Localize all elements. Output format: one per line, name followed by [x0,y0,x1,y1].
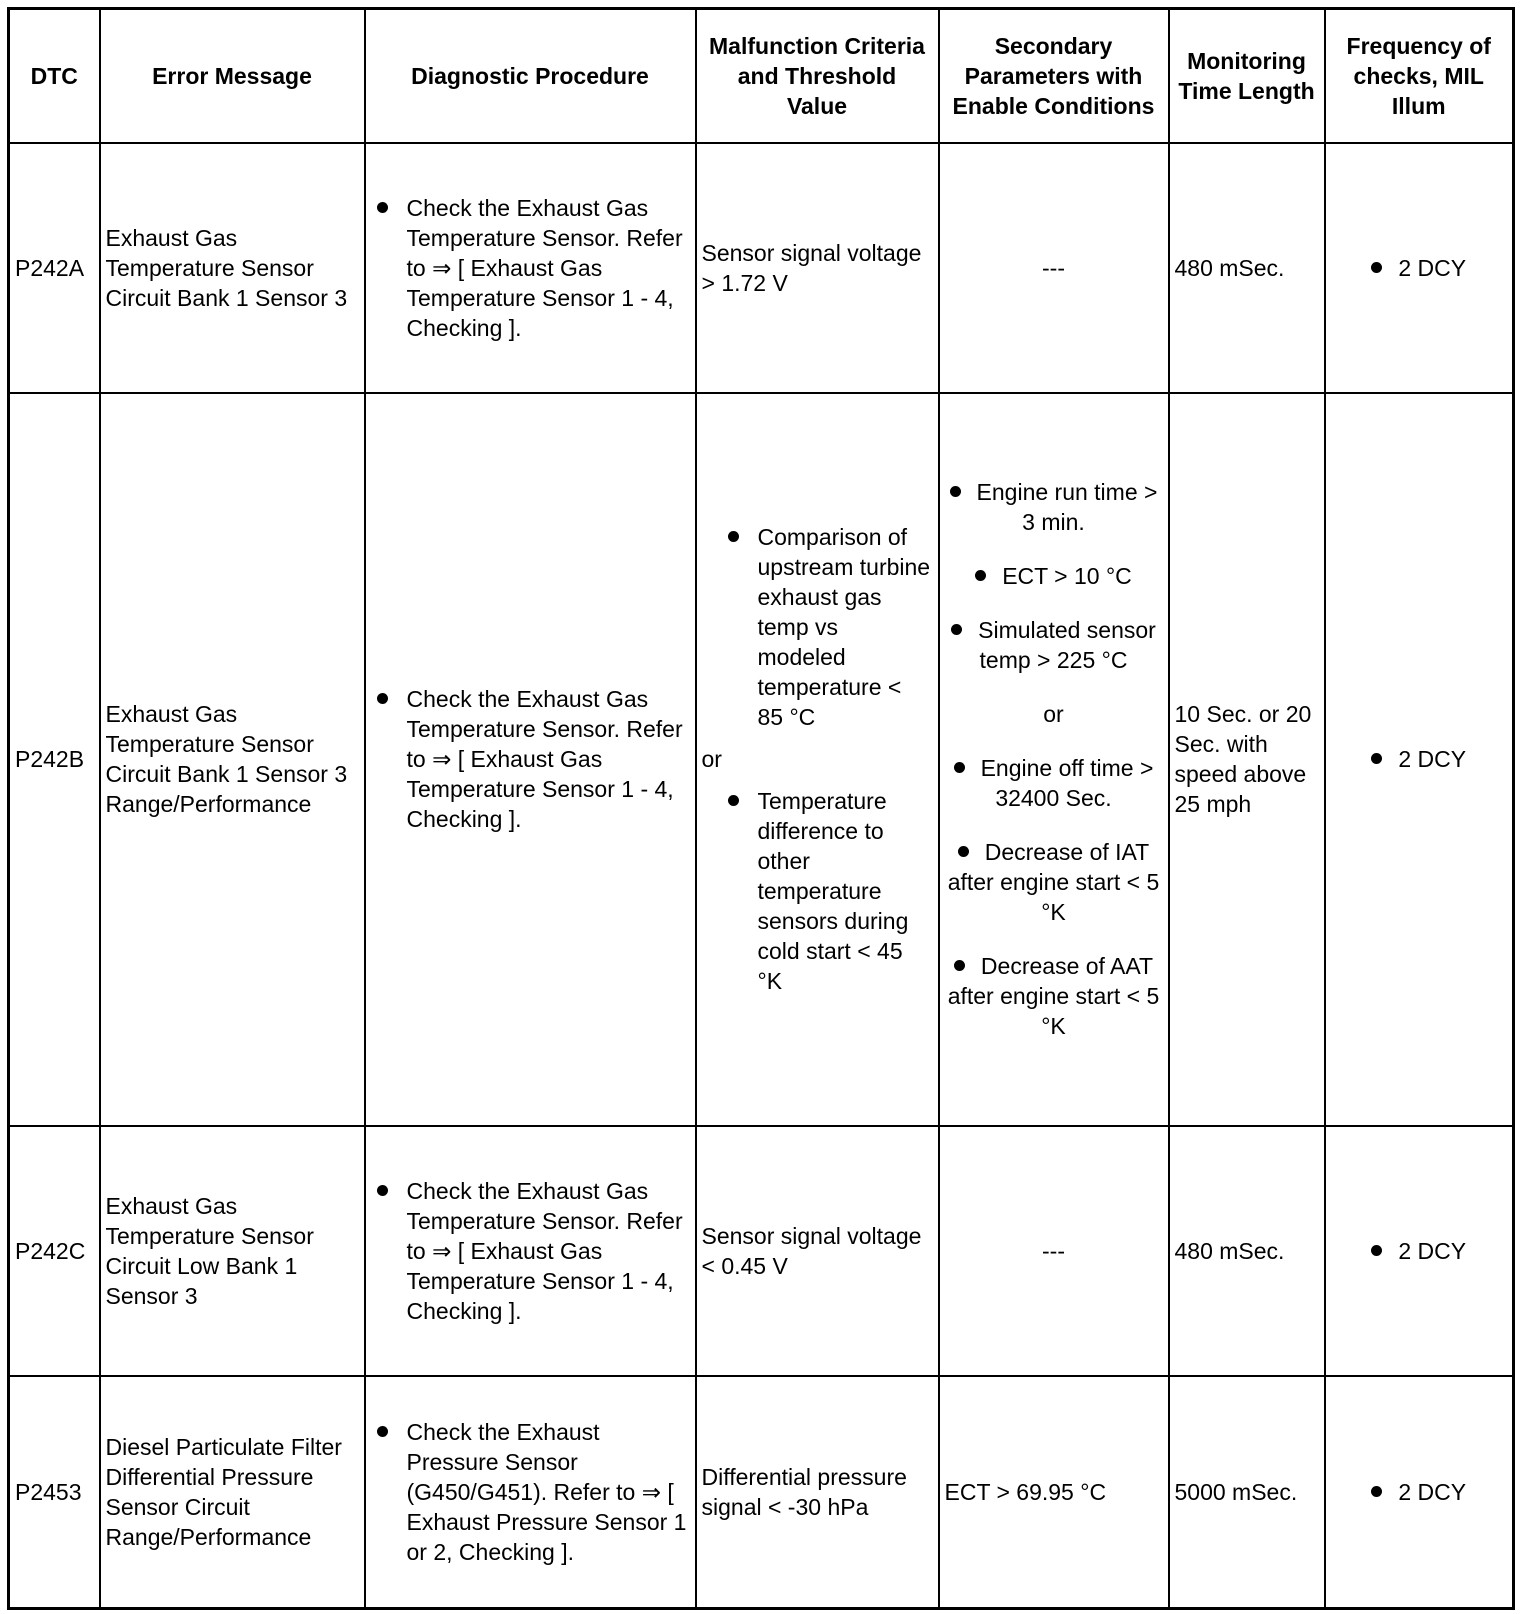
secondary-item: Decrease of IAT after engine start < 5 °K [947,839,1160,925]
header-dtc: DTC [9,9,100,143]
secondary-parameters: ECT > 69.95 °C [939,1376,1169,1609]
diagnostic-procedure [365,1376,696,1609]
frequency-value: 2 DCY [1398,746,1467,772]
secondary-item: ECT > 10 °C [1002,563,1132,589]
error-message: Exhaust Gas Temperature Sensor Circuit Bank 1 Sensor 3 [100,143,365,393]
bullet-icon [1371,1486,1382,1497]
header-secondary-parameters: Secondary Parameters with Enable Conditions [939,9,1169,143]
monitoring-time: 480 mSec. [1169,143,1325,393]
header-row [9,9,1514,143]
procedure-item: Check the Exhaust Pressure Sensor (G450/G451). Refer to ⇒ [ Exhaust Pressure Sensor 1 or 2, Checking ]. [371,1417,690,1567]
diagnostic-procedure [365,143,696,393]
monitoring-time: 480 mSec. [1169,1126,1325,1376]
diagnostic-procedure [365,1126,696,1376]
bullet-icon [951,624,962,635]
secondary-item: Decrease of AAT after engine start < 5 °K [947,953,1160,1039]
procedure-item: Check the Exhaust Gas Temperature Sensor. Refer to ⇒ [ Exhaust Gas Temperature Sensor 1 - 4, Checking ]. [371,193,690,343]
malfunction-criteria: Sensor signal voltage < 0.45 V [696,1126,939,1376]
header-monitoring-time: Monitoring Time Length [1169,9,1325,143]
frequency-value: 2 DCY [1398,254,1467,281]
table-row [9,393,1514,1126]
malfunction-item: Temperature difference to other temperature sensors during cold start < 45 °K [722,786,933,996]
error-message: Exhaust Gas Temperature Sensor Circuit Low Bank 1 Sensor 3 [100,1126,365,1376]
malfunction-or: or [701,746,722,772]
error-message: Diesel Particulate Filter Differential Pressure Sensor Circuit Range/Performance [100,1376,365,1609]
bullet-icon [975,570,986,581]
header-frequency: Frequency of checks, MIL Illum [1325,9,1514,143]
header-error-message: Error Message [100,9,365,143]
dtc-code: P2453 [9,1376,100,1609]
secondary-item: Engine run time > 3 min. [976,479,1158,535]
secondary-parameters: --- [939,143,1169,393]
bullet-icon [950,486,961,497]
bullet-icon [1371,1245,1382,1256]
bullet-icon [1371,753,1382,764]
diagnostic-procedure [365,393,696,1126]
secondary-item: Simulated sensor temp > 225 °C [978,617,1156,673]
malfunction-criteria: Differential pressure signal < -30 hPa [696,1376,939,1609]
malfunction-item: Comparison of upstream turbine exhaust gas temp vs modeled temperature < 85 °C [722,522,933,732]
secondary-parameters: --- [939,1126,1169,1376]
bullet-icon [958,846,969,857]
dtc-code: P242A [9,143,100,393]
error-message: Exhaust Gas Temperature Sensor Circuit Bank 1 Sensor 3 Range/Performance [100,393,365,1126]
table-row [9,143,1514,393]
header-malfunction-criteria: Malfunction Criteria and Threshold Value [696,9,939,143]
secondary-or: or [1043,701,1064,727]
frequency-value: 2 DCY [1398,1237,1467,1264]
monitoring-time: 10 Sec. or 20 Sec. with speed above 25 mph [1169,393,1325,1126]
secondary-parameters [939,393,1169,1126]
dtc-code: P242B [9,393,100,1126]
secondary-item: Engine off time > 32400 Sec. [980,755,1154,811]
bullet-icon [1371,262,1382,273]
dtc-code: P242C [9,1126,100,1376]
header-diagnostic-procedure: Diagnostic Procedure [365,9,696,143]
monitoring-time: 5000 mSec. [1169,1376,1325,1609]
malfunction-criteria: Sensor signal voltage > 1.72 V [696,143,939,393]
frequency [1325,393,1514,1126]
table-row [9,1376,1514,1609]
bullet-icon [954,762,965,773]
frequency [1325,143,1514,393]
procedure-item: Check the Exhaust Gas Temperature Sensor. Refer to ⇒ [ Exhaust Gas Temperature Sensor 1 - 4, Checking ]. [371,1176,690,1326]
table-row [9,1126,1514,1376]
frequency-value: 2 DCY [1398,1478,1467,1505]
procedure-item: Check the Exhaust Gas Temperature Sensor. Refer to ⇒ [ Exhaust Gas Temperature Sensor 1 - 4, Checking ]. [371,684,690,834]
malfunction-criteria [696,393,939,1126]
frequency [1325,1376,1514,1609]
bullet-icon [954,960,965,971]
dtc-table [7,7,1515,1610]
frequency [1325,1126,1514,1376]
